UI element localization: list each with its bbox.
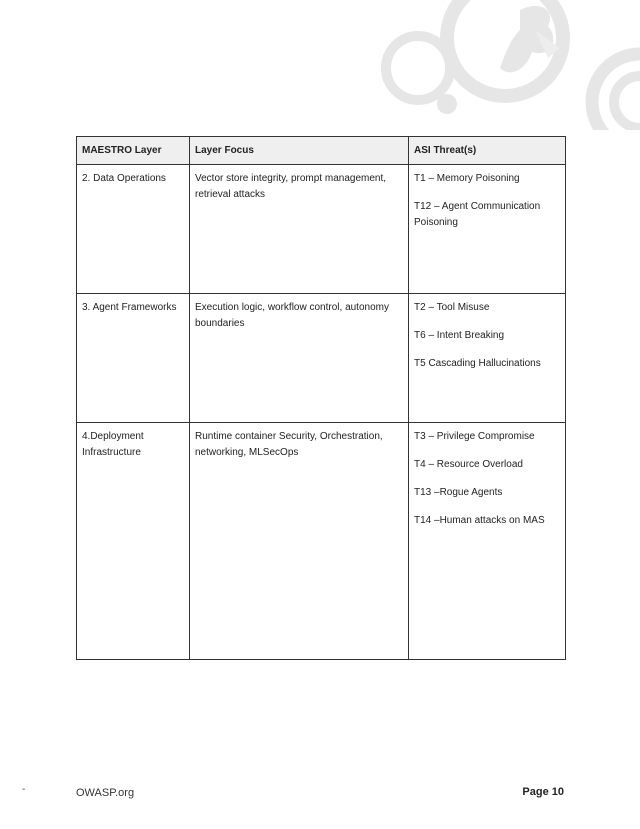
maestro-threat-table — [76, 136, 566, 660]
footer-site-link[interactable]: OWASP.org — [76, 787, 135, 799]
threat-item: T13 –Rogue Agents — [414, 487, 503, 498]
threats-cell — [409, 165, 566, 294]
threat-item: T5 Cascading Hallucinations — [414, 358, 541, 369]
layer-cell: 2. Data Operations — [77, 165, 190, 294]
table-row — [77, 165, 566, 294]
table-row — [77, 423, 566, 660]
layer-cell: 3. Agent Frameworks — [77, 294, 190, 423]
header-decoration — [0, 0, 640, 130]
footer-dash: - — [22, 784, 26, 795]
header-maestro-layer: MAESTRO Layer — [77, 137, 190, 165]
threat-item: T12 – Agent Communication Poisoning — [414, 201, 541, 228]
header-layer-focus: Layer Focus — [190, 137, 409, 165]
threats-cell — [409, 423, 566, 660]
threats-cell — [409, 294, 566, 423]
focus-cell: Execution logic, workflow control, autonomy boundaries — [190, 294, 409, 423]
owasp-wasp-logo-icon — [386, 0, 640, 130]
threat-item: T2 – Tool Misuse — [414, 302, 490, 313]
focus-cell: Vector store integrity, prompt management, retrieval attacks — [190, 165, 409, 294]
header-asi-threats: ASI Threat(s) — [409, 137, 566, 165]
focus-cell: Runtime container Security, Orchestration, networking, MLSecOps — [190, 423, 409, 660]
threat-item: T1 – Memory Poisoning — [414, 173, 520, 184]
threat-item: T4 – Resource Overload — [414, 459, 523, 470]
table-header-row — [77, 137, 566, 165]
layer-cell: 4.Deployment Infrastructure — [77, 423, 190, 660]
threat-item: T3 – Privilege Compromise — [414, 431, 535, 442]
table-row — [77, 294, 566, 423]
threat-item: T6 – Intent Breaking — [414, 330, 505, 341]
page-number: Page 10 — [522, 786, 564, 798]
threat-item: T14 –Human attacks on MAS — [414, 515, 545, 526]
